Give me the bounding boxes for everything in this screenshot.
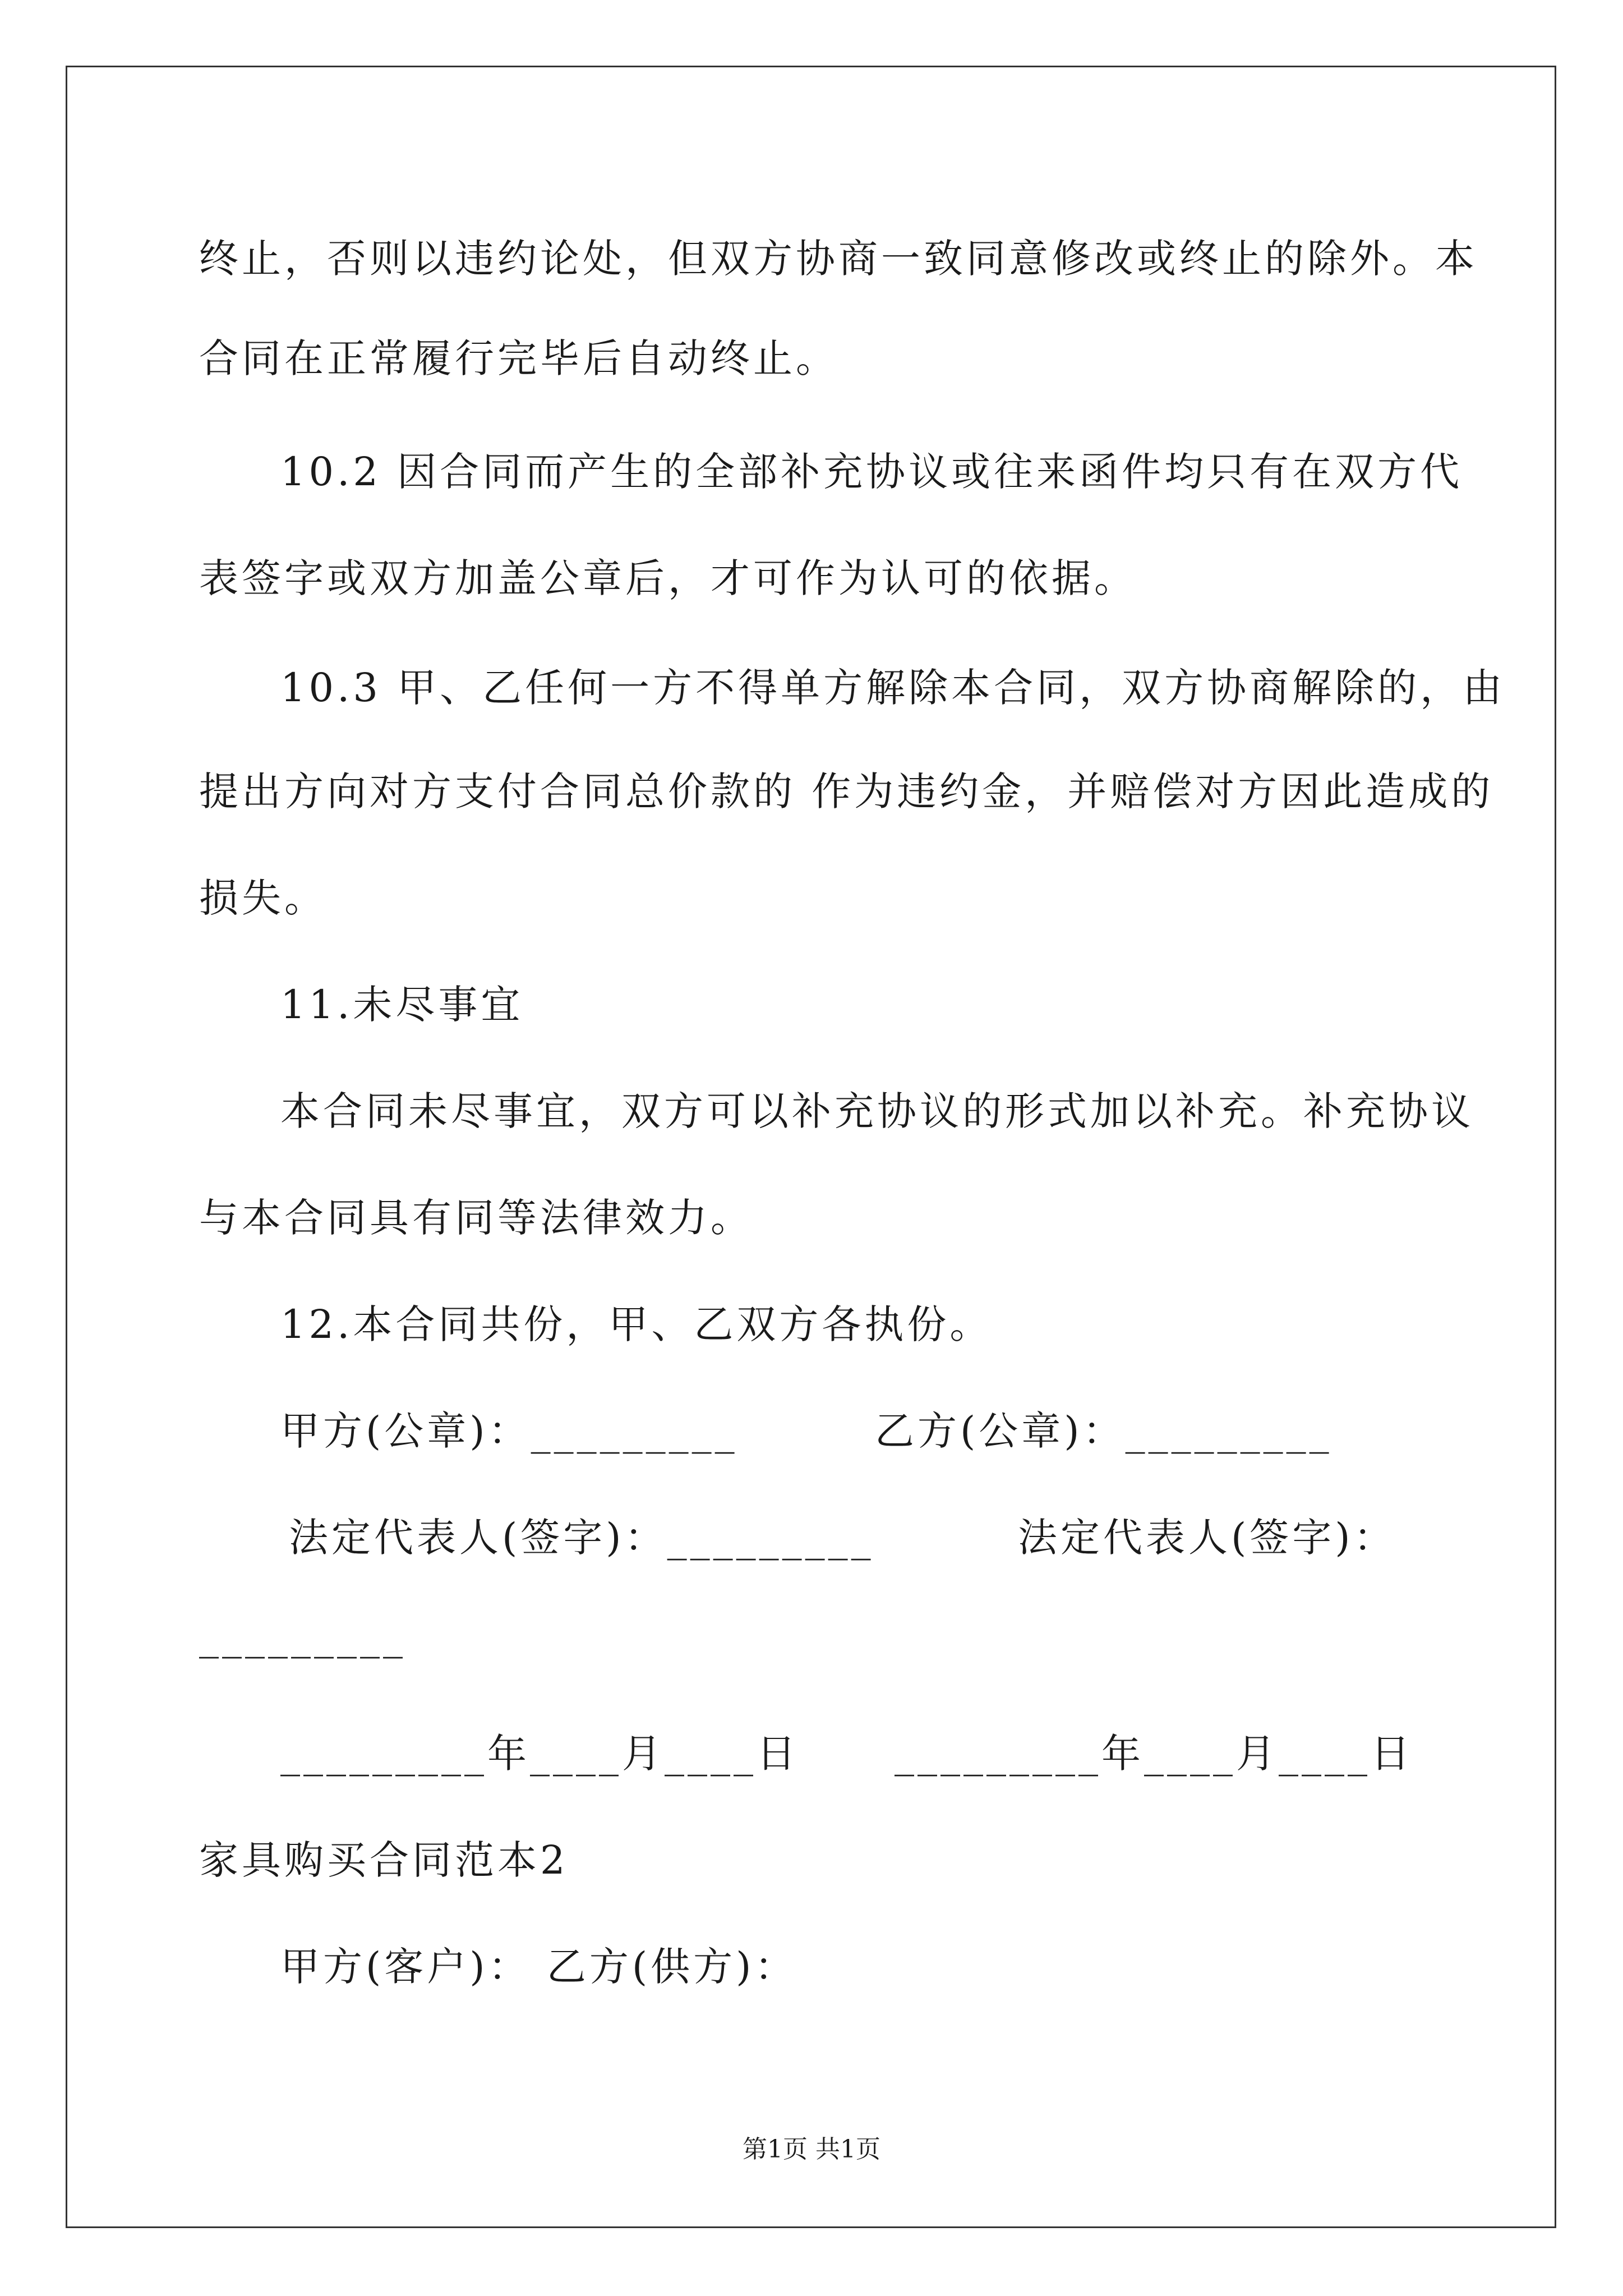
party-b-date-field: _________年____月____日 [895,1731,1413,1777]
party-b-seal-field: 乙方(公章)：_________ [875,1408,1332,1454]
paragraph-line: 损失。 [199,875,327,921]
page-border [66,66,1556,2228]
party-a-representative-field: 法定代表人(签字)：_________ [289,1515,874,1561]
page-footer: 第1页 共1页 [743,2135,880,2164]
paragraph-line: 与本合同具有同等法律效力。 [199,1195,753,1241]
signature-blank: _________ [199,1613,406,1659]
parties-line: 甲方(客户)： 乙方(供方)： [280,1944,797,1990]
clause-10-2-line: 10.2 因合同而产生的全部补充协议或往来函件均只有在双方代 [280,449,1463,495]
paragraph-line: 表签字或双方加盖公章后，才可作为认可的依据。 [199,555,1137,601]
party-b-representative-field: 法定代表人(签字)： [1018,1515,1396,1561]
paragraph-line: 终止，否则以违约论处，但双方协商一致同意修改或终止的除外。本 [199,236,1478,282]
party-a-date-field: _________年____月____日 [280,1731,799,1777]
document-title: 家具购买合同范本2 [199,1837,569,1883]
party-a-seal-field: 甲方(公章)：_________ [280,1408,738,1454]
clause-10-3-line: 10.3 甲、乙任何一方不得单方解除本合同，双方协商解除的，由 [280,665,1506,711]
section-heading: 11.未尽事宜 [280,982,524,1028]
paragraph-line: 本合同未尽事宜，双方可以补充协议的形式加以补充。补充协议 [280,1088,1474,1134]
paragraph-line: 提出方向对方支付合同总价款的 作为违约金，并赔偿对方因此造成的 [199,769,1494,815]
paragraph-line: 合同在正常履行完毕后自动终止。 [199,335,838,381]
clause-12-line: 12.本合同共份，甲、乙双方各执份。 [280,1301,993,1347]
